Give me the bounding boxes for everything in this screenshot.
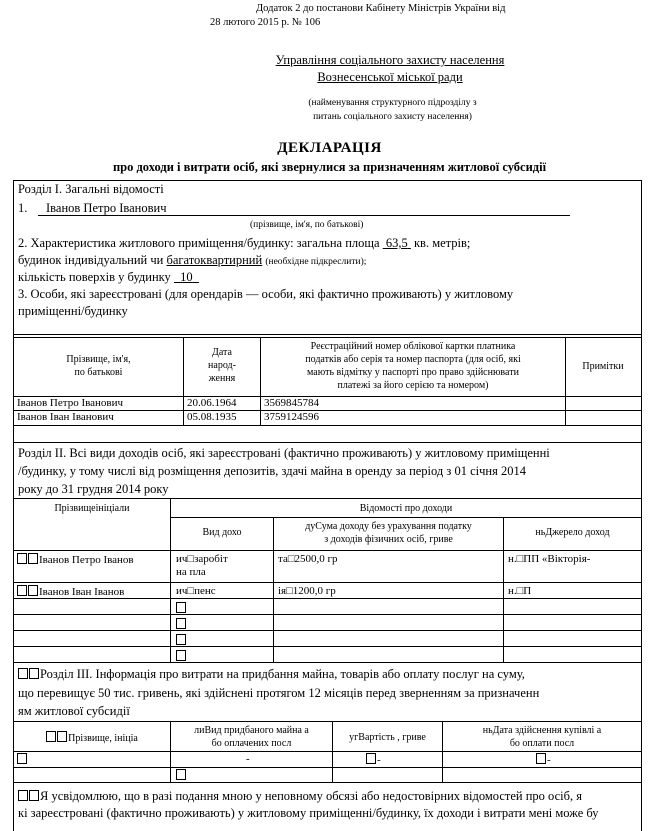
persons-col-birth: Дата народ- ження <box>208 347 236 384</box>
org-line-1: Управління соціального захисту населення <box>275 53 505 67</box>
expense-col-date: ньДата здійснення купівлі а бо оплати посл <box>482 725 602 749</box>
expense-row-1-item: - <box>246 753 250 765</box>
empty-cell-marker <box>176 618 187 632</box>
full-name-value: Іванов Петро Іванович <box>46 201 167 215</box>
annex-line-1: Додаток 2 до постанови Кабінету Міністрів України від <box>256 3 506 14</box>
house-type-value: багатоквартирний <box>166 253 263 267</box>
annex-note <box>210 2 586 30</box>
area-value: 63,5 <box>385 236 408 250</box>
footer-line-1: Я усвідомлюю, що в разі подання мною у неповному обсязі або недостовірних відомостей про осіб, я <box>18 789 582 804</box>
table-row-1-birth: 20.06.1964 <box>187 397 237 409</box>
house-type-note: (необхідне підкреслити); <box>265 257 367 267</box>
income-row-2-source: н.□П <box>508 585 532 597</box>
org-line-2: Вознесенської міської ради <box>317 70 463 84</box>
section-3-line-1: Розділ ІІІ. Інформація про витрати на придбання майна, товарів або оплату послуг на суму, <box>18 667 525 682</box>
item-1-number: 1. <box>18 201 28 215</box>
expense-row-1-name <box>17 753 28 767</box>
floors-prefix: кількість поверхів у будинку <box>18 270 171 284</box>
document-subtitle: про доходи і витрати осіб, які звернулися за призначенням житлової субсидії <box>112 160 547 174</box>
full-name-underline <box>38 215 570 216</box>
house-type-prefix: будинок індивідуальний чи <box>18 253 164 267</box>
table-border <box>170 517 641 518</box>
item-3-line-2: приміщенні/будинку <box>18 304 128 318</box>
expense-row-1-date: - <box>536 753 551 767</box>
income-row-1-sum: та□2500,0 гр <box>278 553 338 565</box>
table-row-1-name: Іванов Петро Іванович <box>17 397 124 409</box>
persons-col-name: Прізвище, ім'я, по батькові <box>66 354 131 378</box>
footer-line-2: кі зареєстровані (фактично проживають) у житловому приміщенні/будинку, їх доходи і витрати мені може бу <box>18 806 599 820</box>
org-caption-1: (найменування структурного підрозділу з <box>308 98 477 108</box>
expense-col-item: лиВид придбаного майна а бо оплачених посл <box>194 725 309 749</box>
table-border <box>13 498 641 499</box>
income-row-1-source: н.□ПП «Вікторія- <box>508 553 591 565</box>
table-border <box>170 498 171 662</box>
table-border <box>13 550 641 551</box>
income-col-source: ньДжерело доход <box>535 527 610 538</box>
floors-value: 10 <box>180 270 193 284</box>
item-2-prefix: 2. Характеристика житлового приміщення/будинку: загальна площа <box>18 236 380 250</box>
table-border <box>13 721 641 722</box>
table-border <box>13 334 641 335</box>
table-border <box>13 767 641 768</box>
persons-col-notes: Примітки <box>582 361 624 372</box>
income-row-2-sum: ія□1200,0 гр <box>278 585 336 597</box>
table-row-2-name: Іванов Іван Іванович <box>17 411 114 423</box>
annex-line-2: 28 лютого 2015 р. № 106 <box>210 17 321 28</box>
persons-col-taxid: Реєстраційний номер облікової картки платника податків або серія та номер паспорта (для осіб, які мають відмітку у паспорті про право здійснювати платежі за його серією та номером) <box>305 341 521 391</box>
table-border <box>13 630 641 631</box>
document-title: ДЕКЛАРАЦІЯ <box>277 140 382 156</box>
section-2-line-2: /будинку, у тому числі від розміщення депозитів, здачі майна в оренду за період з 01 січня 2014 <box>18 464 526 478</box>
income-col-type: Вид дохо <box>202 527 242 538</box>
table-border <box>13 582 641 583</box>
table-border <box>13 337 641 338</box>
empty-cell-marker <box>176 602 187 616</box>
table-border <box>13 782 641 783</box>
area-unit: кв. метрів; <box>413 236 471 250</box>
item-3-line-1: 3. Особи, які зареєстровані (для орендарів — особи, які фактично проживають) у житловому <box>18 287 514 301</box>
table-border <box>13 751 641 752</box>
income-col-sum: дуСума доходу без урахування податку з доходів фізичних осіб, гриве <box>305 521 472 545</box>
section-divider <box>13 442 641 443</box>
table-row-1-taxid: 3569845784 <box>264 397 319 409</box>
organization-name <box>240 52 540 86</box>
org-caption-2: питань соціального захисту населення) <box>313 112 472 122</box>
table-border <box>565 337 566 425</box>
table-border <box>13 646 641 647</box>
income-row-2-type: ич□пенс <box>176 585 216 597</box>
full-name-caption: (прізвище, ім'я, по батькові) <box>250 220 364 230</box>
empty-cell-marker <box>176 650 187 664</box>
empty-cell-marker <box>176 769 187 783</box>
income-col-info: Відомості про доходи <box>359 503 453 514</box>
section-3-line-3: ям житлової субсидії <box>18 704 130 718</box>
table-border <box>13 614 641 615</box>
expense-row-1-cost: - <box>366 753 381 767</box>
section-2-line-3: року до 31 грудня 2014 року <box>18 482 169 496</box>
empty-cell-marker <box>176 634 187 648</box>
section-1-heading: Розділ І. Загальні відомості <box>18 182 164 196</box>
section-2-line-1: Розділ ІІ. Всі види доходів осіб, які зареєстровані (фактично проживають) у житловому приміщенні <box>18 446 550 460</box>
income-row-1-type: ич□заробіт на пла <box>176 553 228 578</box>
expense-col-name: Прізвище, ініціа <box>14 731 170 745</box>
table-row-2-taxid: 3759124596 <box>264 411 319 423</box>
table-border <box>13 662 641 663</box>
section-3-line-2: що перевищує 50 тис. гривень, які здійснені протягом 12 місяців перед зверненням за призначенн <box>18 686 540 700</box>
income-col-name: Прізвищеініціали <box>54 503 130 514</box>
expense-col-cost: угВартість , гриве <box>349 732 426 743</box>
table-row-2-birth: 05.08.1935 <box>187 411 237 423</box>
organization-caption <box>270 96 515 124</box>
income-row-2-name: Іванов Іван Іванов <box>17 585 124 599</box>
income-row-1-name: Іванов Петро Іванов <box>17 553 134 567</box>
table-border <box>13 425 641 426</box>
